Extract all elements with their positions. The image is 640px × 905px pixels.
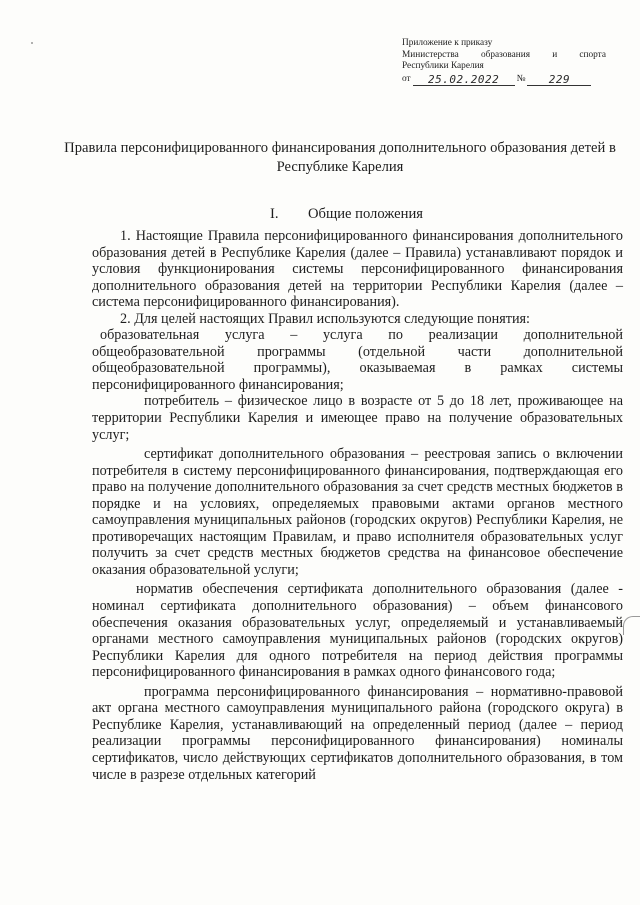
appendix-word: Министерства bbox=[402, 49, 459, 60]
appendix-word: и bbox=[552, 49, 558, 60]
margin-mark bbox=[623, 616, 640, 635]
number-label: № bbox=[516, 74, 526, 84]
section-number: I. bbox=[270, 206, 279, 222]
section-heading bbox=[270, 206, 423, 223]
paragraph: потребитель – физическое лицо в возрасте от 5 до 18 лет, проживающее на территории Республики Карелия и имеющее право на получение образовательных услуг; bbox=[92, 393, 623, 443]
paragraph: образовательная услуга – услуга по реализации дополнительной общеобразовательной программы (отдельной части дополнительной общеобразовательной программы), оказываемая в рамках системы персонифицированного финансирования; bbox=[92, 327, 623, 393]
paragraph: 1. Настоящие Правила персонифицированного финансирования дополнительного образования детей в Республике Карелия (далее – Правила) устанавливают порядок и условия функционирования системы персонифицированного финансирования дополнительного образования детей на территории Республики Карелия (далее – система персонифицированного финансирования). bbox=[92, 228, 623, 311]
handwritten-date: 25.02.2022 bbox=[413, 74, 515, 86]
paragraph: норматив обеспечения сертификата дополнительного образования (далее - номинал сертификата дополнительного образования) – объем финансового обеспечения оказания образовательных услуг, определяемый и устанавливаемый органами местного самоуправления муниципальных районов (городских округов) Республики Карелия для одного потребителя на период действия программы персонифицированного финансирования в рамках одного финансового года; bbox=[92, 581, 623, 681]
handwritten-number: 229 bbox=[527, 74, 591, 86]
paragraph: сертификат дополнительного образования – реестровая запись о включении потребителя в систему персонифицированного финансирования, подтверждающая его право на получение дополнительного образования за счет средств местных бюджетов в порядке и на условиях, определяемых правовыми актами органов местного самоуправления муниципальных районов (городских округов) Республики Карелия, не противоречащих настоящим Правилам, и право исполнителя образовательных услуг получить за счет средств местных бюджетов средства на финансовое обеспечение оказания образовательной услуги; bbox=[92, 446, 623, 578]
date-prefix: от bbox=[402, 74, 411, 84]
scan-speck bbox=[31, 42, 33, 44]
paragraph: программа персонифицированного финансирования – нормативно-правовой акт органа местного самоуправления муниципального района (городского округа) в Республике Карелия, устанавливающий на определенный период (далее – период реализации программы персонифицированного финансирования) номиналы сертификатов, число действующих сертификатов дополнительного образования, в том числе в разрезе отдельных категорий bbox=[92, 683, 623, 783]
paragraph: 2. Для целей настоящих Правил используются следующие понятия: bbox=[120, 310, 531, 327]
appendix-line-3: Республики Карелия bbox=[402, 61, 484, 71]
appendix-line-1: Приложение к приказу bbox=[402, 38, 493, 48]
appendix-word: спорта bbox=[579, 49, 606, 60]
document-title: Правила персонифицированного финансирования дополнительного образования детей в Республике Карелия bbox=[64, 140, 616, 175]
section-title: Общие положения bbox=[308, 206, 423, 222]
appendix-date-row bbox=[402, 74, 606, 86]
appendix-line-2 bbox=[402, 50, 606, 62]
body-text bbox=[92, 228, 623, 783]
appendix-header bbox=[402, 38, 606, 86]
appendix-word: образования bbox=[480, 49, 530, 60]
